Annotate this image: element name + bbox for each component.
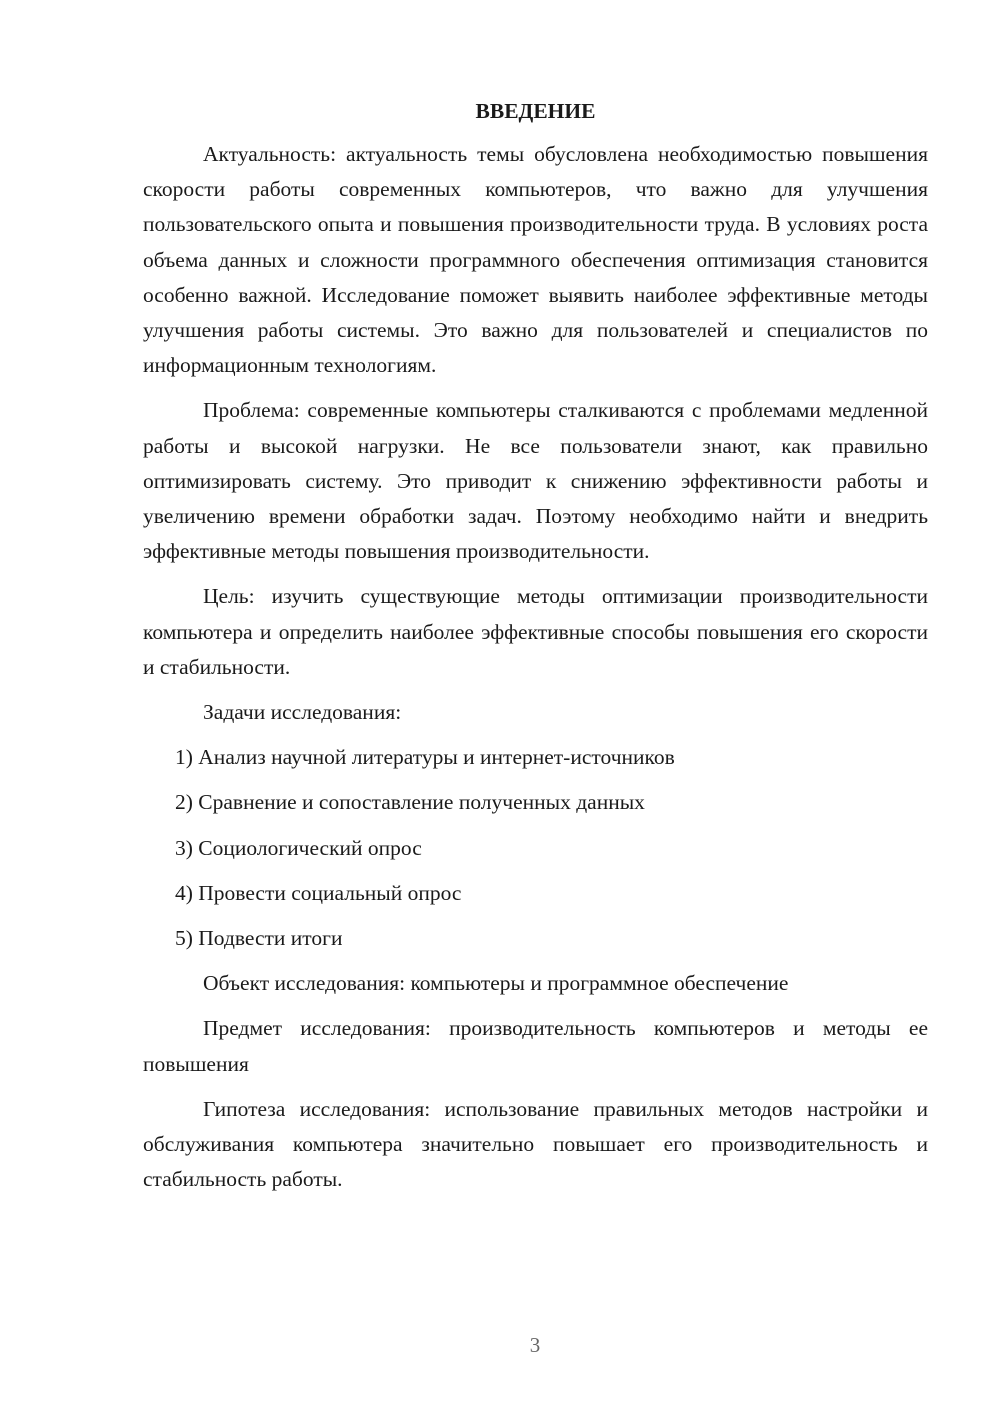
list-item: 1) Анализ научной литературы и интернет-источников: [175, 745, 675, 770]
page-number: 3: [529, 1333, 541, 1357]
goal-paragraph: Цель: изучить существующие методы оптимизации производительности компьютера и определить наиболее эффективные способы повышения его скорости и стабильности.: [143, 584, 928, 679]
list-item: 2) Сравнение и сопоставление полученных данных: [175, 790, 645, 815]
object-paragraph: Объект исследования: компьютеры и программное обеспечение: [203, 971, 789, 996]
tasks-list: [143, 740, 928, 956]
tasks-heading: Задачи исследования:: [203, 700, 402, 725]
list-item: 3) Социологический опрос: [175, 835, 422, 860]
subject-paragraph: Предмет исследования: производительность компьютеров и методы ее повышения: [143, 1016, 928, 1076]
relevance-paragraph: Актуальность: актуальность темы обусловлена необходимостью повышения скорости работы современных компьютеров, что важно для улучшения пользовательского опыта и повышения производительности труда. В условиях роста объема данных и сложности программного обеспечения оптимизация становится особенно важной. Исследование поможет выявить наиболее эффективные методы улучшения работы системы. Это важно для пользователей и специалистов по информационным технологиям.: [143, 142, 928, 378]
document-page: [143, 96, 928, 1207]
hypothesis-paragraph: Гипотеза исследования: использование правильных методов настройки и обслуживания компьютера значительно повышает его производительность и стабильность работы.: [143, 1096, 928, 1192]
list-item: 5) Подвести итоги: [175, 926, 343, 951]
list-item: 4) Провести социальный опрос: [175, 880, 462, 905]
section-title: ВВЕДЕНИЕ: [475, 99, 596, 123]
problem-paragraph: Проблема: современные компьютеры сталкиваются с проблемами медленной работы и высокой нагрузки. Не все пользователи знают, как правильно оптимизировать систему. Это приводит к снижению эффективности работы и увеличению времени обработки задач. Поэтому необходимо найти и внедрить эффективные методы повышения производительности.: [143, 398, 928, 564]
